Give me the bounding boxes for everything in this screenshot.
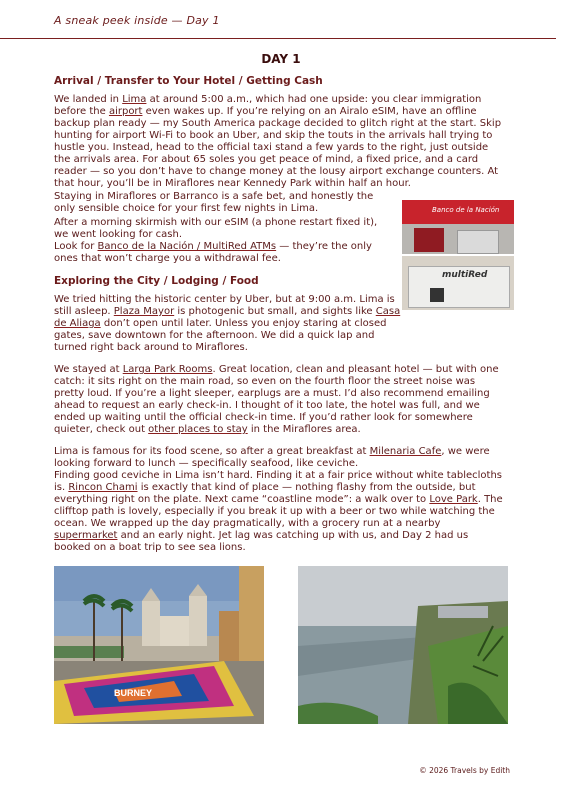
plaza-mayor-photo	[54, 566, 264, 724]
link-other-places[interactable]: other places to stay	[148, 424, 248, 435]
day-title: DAY 1	[261, 52, 301, 66]
text: . Great location, clean and pleasant hotel — but with one catch: it sits right on the main road, so even on the fourth floor the street noise was pretty loud. If you’re a light sleeper, earplugs are a must. I’d also recommend emailing ahead to request an early check-in. I thought of it too late, the hotel was full, and we ended up waiting until the official check-in time. If you’d rather look for somewhere quieter, check out	[54, 364, 499, 435]
link-banco-atms[interactable]: Banco de la Nación / MultiRed ATMs	[97, 241, 277, 252]
paragraph-staying: Staying in Miraflores or Barranco is a safe bet, and honestly the only sensible choice for your first few nights in Lima.	[54, 191, 374, 214]
page-header	[0, 0, 556, 39]
atm-slot	[430, 288, 444, 302]
paragraph-atms	[54, 241, 394, 265]
header-title: A sneak peek inside — Day 1	[54, 14, 220, 27]
section-heading-exploring: Exploring the City / Lodging / Food	[54, 275, 259, 287]
text: Look for	[54, 241, 98, 252]
paragraph-historic-center	[54, 294, 404, 354]
plaza-carpet-text: BURNEY	[114, 688, 153, 698]
coastline-photo	[298, 566, 508, 724]
paragraph-food	[54, 446, 506, 470]
paragraph-hotel	[54, 364, 506, 436]
link-milenaria-cafe[interactable]: Milenaria Cafe	[369, 446, 442, 457]
atm-sign-text: Banco de la Nación	[432, 206, 500, 214]
text: is photogenic but small, and sights like	[174, 306, 376, 317]
atm-screen	[457, 230, 499, 254]
text: don’t open until later. Unless you enjoy staring at closed gates, save downtown for the afternoon. We did a quick lap and turned right back around to Miraflores.	[54, 318, 387, 353]
link-airport[interactable]: airport	[108, 106, 143, 117]
link-lima[interactable]: Lima	[122, 94, 147, 105]
atm-panel	[414, 228, 444, 252]
paragraph-ceviche	[54, 470, 506, 554]
text: Finding good ceviche in Lima isn’t hard. Finding it at a fair price without white tablecloths is.	[54, 470, 502, 493]
text: Lima is famous for its food scene, so after a great breakfast at	[54, 446, 370, 457]
atm-sign	[402, 200, 514, 224]
text: — they’re the only ones that won’t charge you a withdrawal fee.	[54, 241, 372, 264]
plaza-mayor-illustration	[54, 566, 264, 724]
multired-logo: multiRed	[442, 270, 488, 280]
link-casa-de-aliaga[interactable]: Casa de Aliaga	[54, 306, 401, 329]
section-heading-arrival: Arrival / Transfer to Your Hotel / Getting Cash	[54, 75, 323, 87]
text: , we were looking forward to lunch — specifically seafood, like ceviche.	[54, 446, 490, 469]
text: and an early night. Jet lag was catching up with us, and Day 2 had us booked on a boat trip to see sea lions.	[54, 530, 469, 553]
text: We stayed at	[54, 364, 123, 375]
text: We tried hitting the historic center by Uber, but at 9:00 a.m. Lima is still asleep.	[54, 294, 395, 317]
atm-photo	[402, 200, 514, 254]
text: . The clifftop path is lovely, especially if you break it up with a beer or two while watching the ocean. We wrapped up the day pragmatically, with a grocery run at a nearby	[54, 494, 503, 529]
text: is exactly that kind of place — nothing flashy from the outside, but everything right on the plate. Next came “coastline mode”: a walk over to	[54, 482, 476, 505]
link-larga-park-rooms[interactable]: Larga Park Rooms	[122, 364, 213, 375]
link-supermarket[interactable]: supermarket	[54, 530, 118, 541]
link-rincon-chami[interactable]: Rincon Chami	[68, 482, 138, 493]
footer-copyright: © 2026 Travels by Edith	[419, 766, 510, 775]
coastline-illustration	[298, 566, 508, 724]
paragraph-esim: After a morning skirmish with our eSIM (a phone restart fixed it), we went looking for cash.	[54, 217, 378, 240]
text: even wakes up. If you’re relying on an Airalo eSIM, have an offline backup plan ready — my South America package decided to glitch right at the start. Skip hunting for airport Wi-Fi to book an Uber, and skip the touts in the arrivals hall trying to hustle you. Instead, head to the official taxi stand a few yards to the right, just outside the arrivals area. For about 65 soles you get peace of mind, a fixed price, and a card reader — so you don’t have to change money at the lousy airport exchange counters. At that hour, you’ll be in Miraflores near Kennedy Park within half an hour.	[54, 106, 502, 189]
text: at around 5:00 a.m., which had one upside: you clear immigration before the	[54, 94, 482, 117]
text: We landed in	[54, 94, 123, 105]
text: in the Miraflores area.	[247, 424, 361, 435]
link-plaza-mayor[interactable]: Plaza Mayor	[113, 306, 175, 317]
paragraph-arrival	[54, 94, 506, 190]
link-love-park[interactable]: Love Park	[429, 494, 478, 505]
multired-photo	[402, 256, 514, 310]
